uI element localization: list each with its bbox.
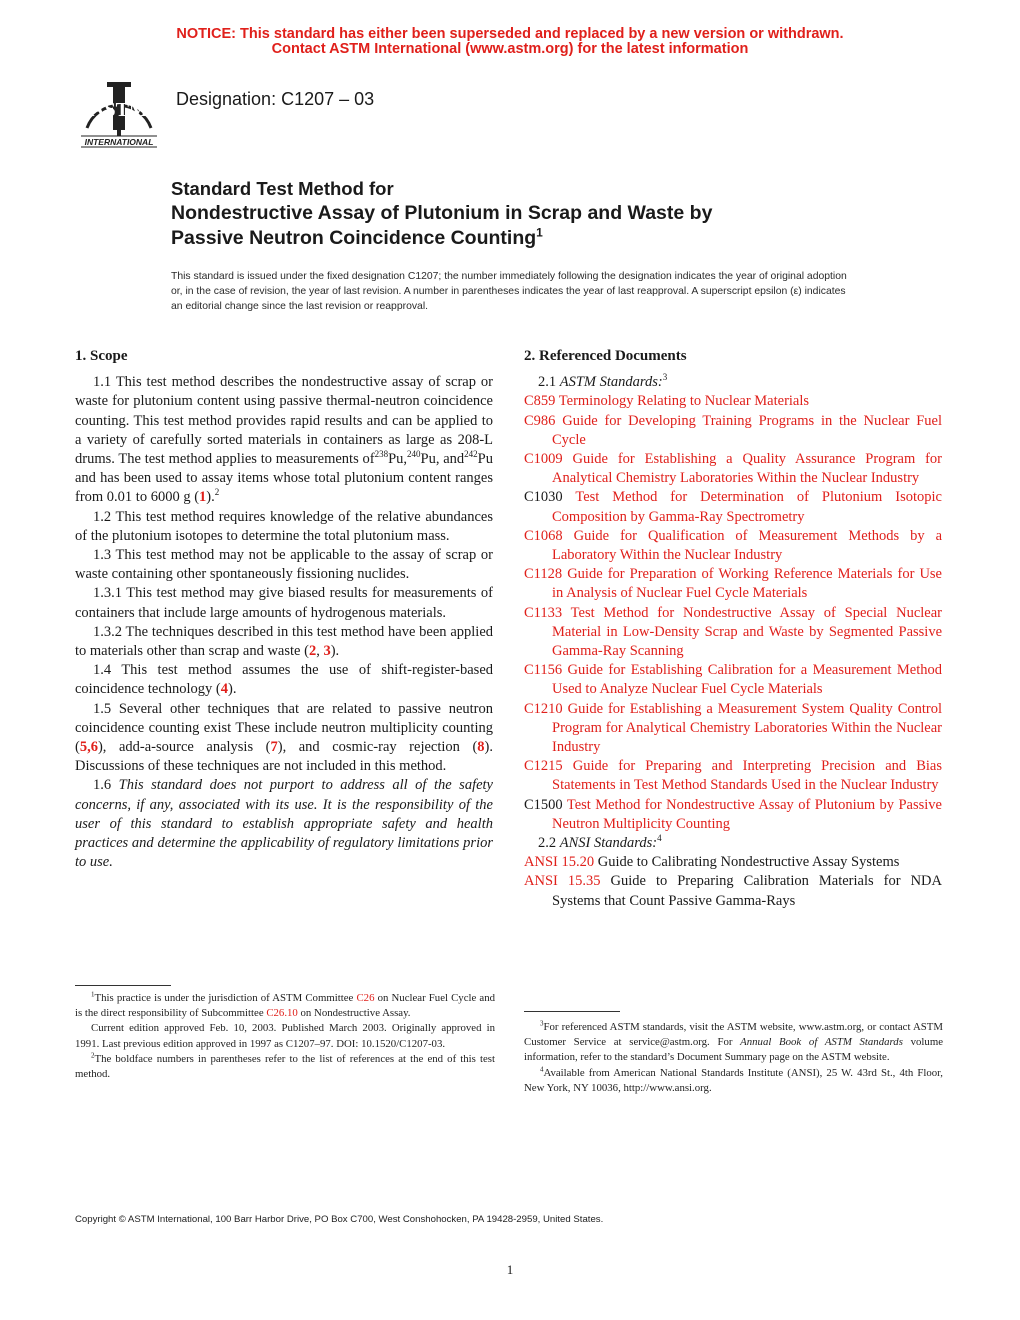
reference-code-link[interactable]: C986 [524, 412, 556, 429]
reference-title-link[interactable]: Guide for Qualification of Measurement Methods by a Laboratory Within the Nuclear Industry [552, 527, 943, 564]
committee-link-c26[interactable]: C26 [356, 992, 375, 1004]
ansi-standards-label: 2.2 ANSI Standards:$^4$ [538, 833, 662, 852]
ansi-standards-list [524, 853, 942, 911]
ref-link-5[interactable]: 5 [79, 739, 88, 756]
para-1-3: 1.3 This test method may not be applicable to the assay of scrap or waste containing other spontaneously fissioning nuclides. [75, 547, 493, 583]
para-1-6: 1.6 This standard does not purport to address all of the safety concerns, if any, associated with its use. It is the responsibility of the user of this standard to establish appropriate safety and health practices and determine the applicability of regulatory limitations prior to use. [75, 777, 493, 871]
document-title [171, 176, 891, 251]
reference-code-link[interactable]: C1009 [524, 451, 563, 468]
astm-standards-list [524, 392, 942, 834]
left-column [75, 347, 493, 872]
subcommittee-link-c26-10[interactable]: C26.10 [266, 1007, 298, 1020]
reference-title-link[interactable]: Test Method for Determination of Plutonium Isotopic Composition by Gamma-Ray Spectrometry [552, 489, 942, 525]
ref-link-2[interactable]: 2 [308, 643, 317, 660]
para-1-3-1: 1.3.1 This test method may give biased results for measurements of containers that include large amounts of hydrogenous materials. [75, 585, 493, 621]
reference-code-link[interactable]: C1068 [524, 527, 563, 544]
ref-link-6[interactable]: 6 [90, 739, 98, 756]
reference-code-link[interactable]: ANSI 15.35 [524, 873, 601, 890]
footnote-3: $^3$For referenced ASTM standards, visit the ASTM website, www.astm.org, or contact ASTM Customer Service at service@astm.org. For Annual Book of ASTM Standards volume information, refer to the standard’s Document Summary page on the ASTM website. [524, 1019, 944, 1064]
astm-standards-label: 2.1 ASTM Standards:$^3$ [538, 372, 668, 391]
reference-title-link[interactable]: Test Method for Nondestructive Assay of Special Nuclear Material in Low-Density Scrap and Waste by Segmented Passive Gamma-Ray Scanning [552, 604, 942, 660]
reference-item [524, 392, 942, 411]
reference-item [524, 796, 942, 834]
logo-wordmark: ASTM [90, 99, 148, 121]
astm-logo-icon [77, 76, 161, 148]
para-1-2: 1.2 This test method requires knowledge of the relative abundances of the plutonium isotopes to determine the total plutonium mass. [75, 508, 493, 544]
reference-title-link[interactable]: Guide to Calibrating Nondestructive Assay Systems [597, 854, 900, 871]
ref-link-7[interactable]: 7 [270, 739, 278, 756]
footnote-1-edition: Current edition approved Feb. 10, 2003. Published March 2003. Originally approved in 1991. Last previous edition approved in 1997 as C1207–97. DOI: 10.1520/C1207-03. [75, 1022, 495, 1050]
reference-code-link[interactable]: C1030 [524, 489, 563, 506]
title-footnote-mark[interactable]: 1 [536, 225, 543, 240]
footnotes-left [75, 991, 495, 1082]
section-heading-referenced-documents: 2. Referenced Documents [524, 348, 687, 364]
reference-item [524, 565, 942, 603]
footnote-rule-left [75, 985, 171, 986]
ref-link-8[interactable]: 8 [477, 739, 485, 756]
footnote-3-mark[interactable]: 3 [662, 372, 668, 383]
footnotes-right [524, 1020, 943, 1096]
title-line-1: Standard Test Method for [171, 178, 394, 199]
footnote-4-mark[interactable]: 4 [657, 833, 662, 844]
astm-logo [77, 76, 161, 148]
notice-line-1: NOTICE: This standard has either been superseded and replaced by a new version or withdrawn. [176, 26, 844, 42]
title-line-2: Nondestructive Assay of Plutonium in Scrap and Waste by [171, 202, 713, 224]
notice-line-2: Contact ASTM International (www.astm.org) for the latest information [271, 41, 749, 57]
footnote-4: $^4$Available from American National Standards Institute (ANSI), 25 W. 43rd St., 4th Floor, New York, NY 10036, http://www.ansi.org. [524, 1065, 943, 1094]
reference-title-link[interactable]: Terminology Relating to Nuclear Materials [558, 393, 810, 410]
reference-title-link[interactable]: Guide for Preparation of Working Reference Materials for Use in Analysis of Nuclear Fuel Cycle Materials [552, 566, 942, 602]
para-1-3-2: 1.3.2 The techniques described in this test method have been applied to materials other than scrap and waste (2, 3). [75, 623, 493, 660]
reference-item [524, 661, 942, 699]
copyright: Copyright © ASTM International, 100 Barr Harbor Drive, PO Box C700, West Conshohocken, PA 19428-2959, United States. [75, 1214, 604, 1225]
reference-title-link[interactable]: Guide for Establishing Calibration for a Measurement Method Used to Analyze Nuclear Fuel Cycle Materials [552, 662, 942, 698]
ref-link-4[interactable]: 4 [220, 681, 228, 698]
reference-title-link[interactable]: Guide to Preparing Calibration Materials for NDA Systems that Count Passive Gamma-Rays [552, 873, 942, 909]
reference-item [524, 604, 942, 662]
reference-title-link[interactable]: Test Method for Nondestructive Assay of Plutonium by Passive Neutron Multiplicity Counting [552, 796, 942, 832]
reference-item [524, 450, 942, 488]
reference-code-link[interactable]: C1500 [524, 796, 563, 813]
reference-item [524, 488, 942, 526]
reference-item [524, 700, 942, 758]
reference-code-link[interactable]: C859 [524, 393, 556, 410]
title-line-3-text: Passive Neutron Coincidence Counting [171, 227, 537, 249]
page-number: 1 [506, 1262, 514, 1277]
reference-code-link[interactable]: C1156 [524, 662, 563, 679]
reference-code-link[interactable]: C1210 [524, 700, 563, 717]
reference-item [524, 757, 942, 795]
designation: Designation: C1207 – 03 [176, 89, 375, 109]
issuance-note: This standard is issued under the fixed designation C1207; the number immediately following the designation indicates the year of original adoption or, in the case of revision, the year of last revision. A number in parentheses indicates the year of last reapproval. A superscript epsilon (ε) indicates an editorial change since the last revision or reapproval. [171, 271, 847, 312]
reference-title-link[interactable]: Guide for Establishing a Quality Assurance Program for Analytical Chemistry Laboratories Within the Nuclear Industry [552, 451, 943, 487]
title-line-3 [171, 226, 891, 251]
withdrawal-notice [0, 27, 1020, 57]
footnote-rule-right [524, 1011, 620, 1012]
reference-item [524, 872, 942, 910]
reference-item [524, 853, 942, 872]
footnote-2-mark[interactable]: 2 [214, 487, 220, 498]
reference-title-link[interactable]: Guide for Developing Training Programs in the Nuclear Fuel Cycle [552, 412, 943, 448]
footnote-2: $^2$The boldface numbers in parentheses refer to the list of references at the end of this test method. [75, 1051, 495, 1081]
para-1-5: 1.5 Several other techniques that are related to passive neutron coincidence counting exist These include neutron multiplicity counting (5,6), add-a-source analysis (7), and cosmic-ray rejection (8). Discussions of these techniques are not included in this method. [75, 700, 493, 775]
reference-item [524, 527, 942, 565]
ref-link-1[interactable]: 1 [199, 489, 207, 506]
section-heading-scope: 1. Scope [75, 348, 128, 364]
reference-code-link[interactable]: ANSI 15.20 [524, 854, 595, 871]
ref-link-3[interactable]: 3 [323, 643, 331, 660]
footnote-1: $^1$This practice is under the jurisdiction of ASTM Committee C26 on Nuclear Fuel Cycle and is the direct responsibility of Subcommittee C26.10 on Nondestructive Assay. [75, 990, 495, 1020]
logo-caption: INTERNATIONAL [84, 137, 154, 147]
reference-title-link[interactable]: Guide for Preparing and Interpreting Precision and Bias Statements in Test Method Standards Used in the Nuclear Industry [552, 758, 943, 794]
reference-code-link[interactable]: C1128 [524, 566, 563, 583]
reference-item [524, 412, 942, 450]
para-1-1: 1.1 This test method describes the nondestructive assay of scrap or waste for plutonium content using passive thermal-neutron coincidence counting. This test method provides rapid results and can be applied to a variety of carefully sorted materials in containers as large as 208-L drums. The test method applies to measurements $of^{238}Pu,^{240}Pu$, and$^{242}$Pu and has been used to assay items whose total plutonium content ranges from 0.01 to 6000 g (1).$^2$ [75, 374, 493, 506]
para-1-4: 1.4 This test method assumes the use of shift-register-based coincidence technology (4). [75, 662, 493, 698]
right-column [524, 347, 942, 911]
reference-code-link[interactable]: C1215 [524, 758, 563, 775]
reference-title-link[interactable]: Guide for Establishing a Measurement System Quality Control Program for Analytical Chemistry Laboratories Within the Nuclear Industry [552, 700, 943, 756]
reference-code-link[interactable]: C1133 [524, 604, 563, 621]
